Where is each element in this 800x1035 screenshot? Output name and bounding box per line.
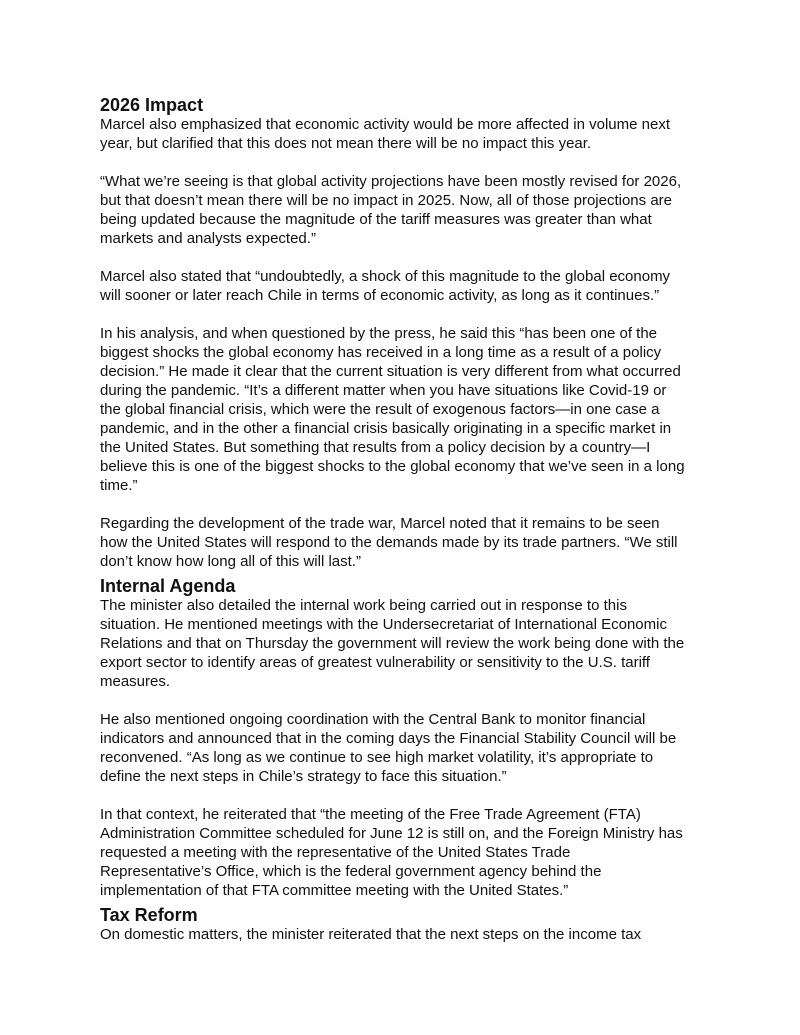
text-line: Representative’s Office, which is the federal government agency behind the [100,863,602,880]
text-line: situation. He mentioned meetings with the Undersecretariat of International Economic [100,616,667,633]
paragraph [100,324,720,495]
text-line: He also mentioned ongoing coordination with the Central Bank to monitor financial [100,711,646,728]
text-line: the United States. But something that results from a policy decision by a country—I [100,439,651,456]
section-heading: 2026 Impact [100,95,204,115]
paragraph [100,115,720,153]
text-line: Marcel also emphasized that economic activity would be more affected in volume next [100,116,671,133]
text-line: implementation of that FTA committee meeting with the United States.” [100,882,569,899]
text-line: don’t know how long all of this will last.” [100,553,361,570]
paragraph [100,596,720,691]
text-line: On domestic matters, the minister reiterated that the next steps on the income tax [100,926,642,943]
paragraph [100,710,720,786]
text-line: In his analysis, and when questioned by the press, he said this “has been one of the [100,325,658,342]
text-line: indicators and announced that in the coming days the Financial Stability Council will be [100,730,677,747]
text-line: reconvened. “As long as we continue to see high market volatility, it’s appropriate to [100,749,654,766]
text-line: year, but clarified that this does not mean there will be no impact this year. [100,135,592,152]
paragraph [100,805,720,900]
paragraph [100,925,720,944]
text-line: will sooner or later reach Chile in terms of economic activity, as long as it continues.” [100,287,660,304]
text-line: biggest shocks the global economy has received in a long time as a result of a policy [100,344,662,361]
text-line: believe this is one of the biggest shocks to the global economy that we’ve seen in a long [100,458,685,475]
text-line: decision.” He made it clear that the current situation is very different from what occurred [100,363,681,380]
section-heading: Tax Reform [100,905,198,925]
text-line: pandemic, and in the other a financial crisis basically originating in a specific market in [100,420,672,437]
document-page [100,95,720,944]
text-line: being updated because the magnitude of the tariff measures was greater than what [100,211,652,228]
text-line: export sector to identify areas of greatest vulnerability or sensitivity to the U.S. tariff [100,654,650,671]
text-line: time.” [100,477,138,494]
text-line: “What we’re seeing is that global activity projections have been mostly revised for 2026, [100,173,682,190]
text-line: markets and analysts expected.” [100,230,316,247]
paragraph [100,267,720,305]
text-line: Marcel also stated that “undoubtedly, a shock of this magnitude to the global economy [100,268,671,285]
text-line: but that doesn’t mean there will be no impact in 2025. Now, all of those projections are [100,192,672,209]
text-line: measures. [100,673,171,690]
text-line: Relations and that on Thursday the government will review the work being done with the [100,635,685,652]
text-line: In that context, he reiterated that “the meeting of the Free Trade Agreement (FTA) [100,806,641,823]
text-line: requested a meeting with the representative of the United States Trade [100,844,571,861]
text-line: how the United States will respond to the demands made by its trade partners. “We still [100,534,678,551]
text-line: the global financial crisis, which were the result of exogenous factors—in one case a [100,401,660,418]
text-line: define the next steps in Chile’s strategy to face this situation.” [100,768,507,785]
paragraph [100,172,720,248]
text-line: Regarding the development of the trade war, Marcel noted that it remains to be seen [100,515,660,532]
paragraph [100,514,720,571]
text-line: Administration Committee scheduled for June 12 is still on, and the Foreign Ministry has [100,825,683,842]
text-line: The minister also detailed the internal work being carried out in response to this [100,597,627,614]
section-heading: Internal Agenda [100,576,236,596]
text-line: during the pandemic. “It’s a different matter when you have situations like Covid-19 or [100,382,667,399]
